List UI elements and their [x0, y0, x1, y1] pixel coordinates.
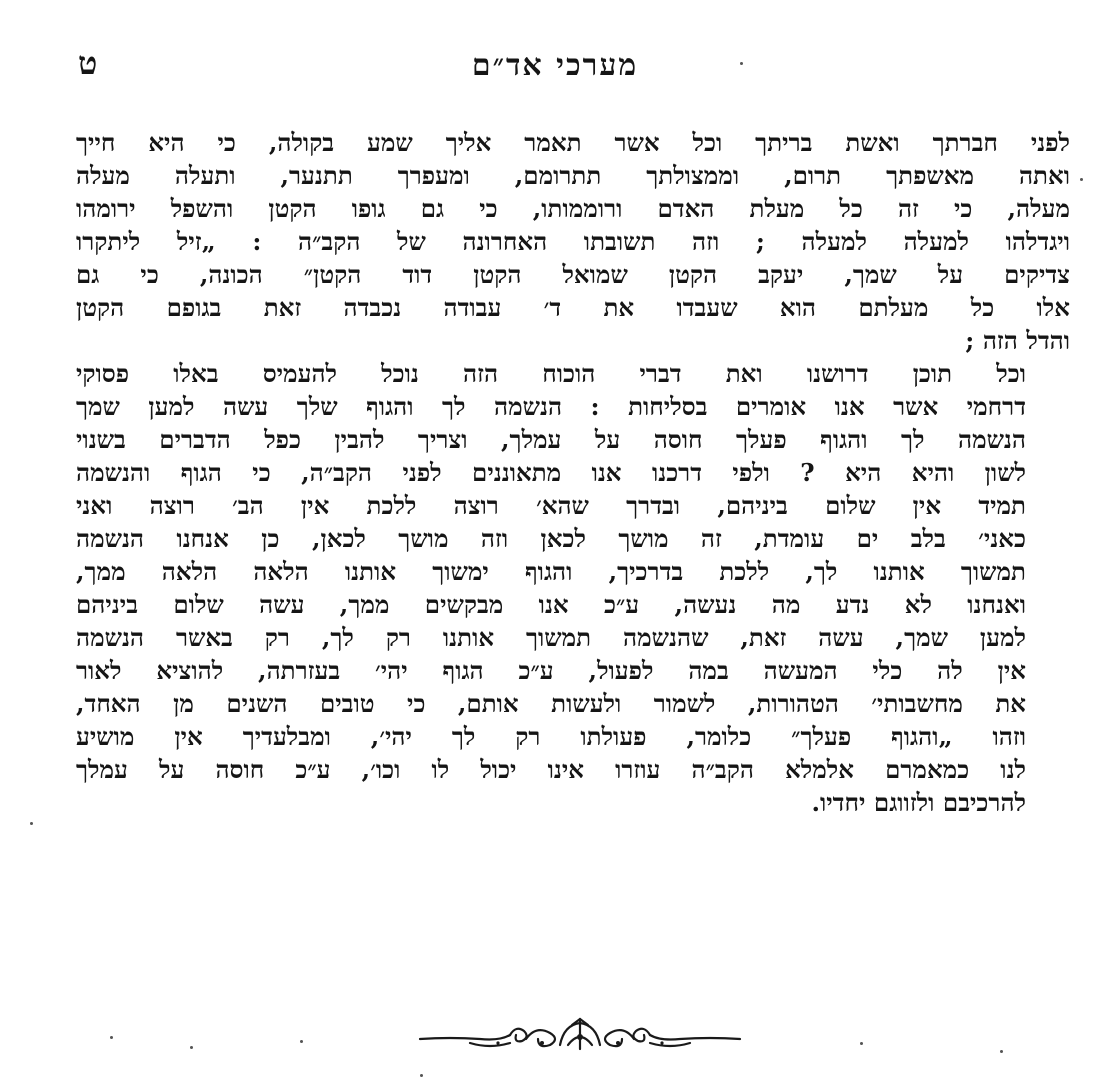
text-line: למען שמך, עשה זאת, שהנשמה תמשוך אותנו רק לך, רק באשר הנשמה — [76, 623, 1026, 652]
running-header — [36, 40, 1074, 90]
print-speck — [420, 1074, 423, 1077]
print-speck — [1000, 1050, 1003, 1053]
text-line: ויגדלהו למעלה למעלה ; וזה תשובתו האחרונה של הקב״ה : „זיל ליתקרו — [76, 227, 1070, 256]
print-speck — [110, 1036, 113, 1039]
print-speck — [190, 1046, 193, 1049]
text-line: וכל תוכן דרושנו ואת דברי הוכוח הזה נוכל להעמיס באלו פסוקי — [76, 359, 1026, 388]
text-line: והדל הזה ; — [965, 326, 1070, 355]
text-line: ואתה מאשפתך תרום, וממצולתך תתרומם, ומעפרך תתנער, ותעלה מעלה — [76, 161, 1070, 190]
text-line: אלו כל מעלתם הוא שעבדו את ד׳ עבודה נכבדה זאת בגופם הקטן — [76, 293, 1070, 322]
page-number: ט — [78, 44, 98, 82]
text-line: כאני׳ בלב ים עומדת, זה מושך לכאן וזה מושך לכאן, כן אנחנו הנשמה — [76, 524, 1026, 553]
text-line: ואנחנו לא נדע מה נעשה, ע״כ אנו מבקשים ממך, עשה שלום ביניהם — [76, 590, 1026, 619]
paragraph-1 — [76, 126, 1070, 357]
running-title: מערכי אד״ם — [471, 47, 639, 83]
text-line: תמשוך אותנו לך, ללכת בדרכיך, והגוף ימשוך אותנו הלאה הלאה ממך, — [76, 557, 1026, 586]
text-line: תמיד אין שלום ביניהם, ובדרך שהא׳ רוצה ללכת אין הב׳ רוצה ואני — [76, 491, 1026, 520]
paragraph-2 — [76, 357, 1070, 819]
text-line: מעלה, כי זה כל מעלת האדם ורוממותו, כי גם גופו הקטן והשפל ירומהו — [76, 194, 1070, 223]
print-speck — [30, 822, 33, 825]
print-speck — [1080, 178, 1083, 181]
text-line: הנשמה לך והגוף פעלך חוסה על עמלך, וצריך להבין כפל הדברים בשנוי — [76, 425, 1026, 454]
text-line: לשון והיא היא ? ולפי דרכנו אנו מתאוננים לפני הקב״ה, כי הגוף והנשמה — [76, 458, 1026, 487]
text-line: דרחמי אשר אנו אומרים בסליחות : הנשמה לך והגוף שלך עשה למען שמך — [76, 392, 1026, 421]
decorative-flourish-icon — [410, 1015, 750, 1055]
body-text — [76, 126, 1070, 819]
text-line: להרכיבם ולזווגם יחדיו. — [811, 788, 1026, 817]
text-line: לנו כמאמרם אלמלא הקב״ה עוזרו אינו יכול לו וכו׳, ע״כ חוסה על עמלך — [76, 755, 1026, 784]
print-speck — [740, 62, 743, 65]
text-line: צדיקים על שמך, יעקב הקטן שמואל הקטן דוד הקטן״ הכונה, כי גם — [76, 260, 1070, 289]
text-line: אין לה כלי המעשה במה לפעול, ע״כ הגוף יהי׳ בעזרתה, להוציא לאור — [76, 656, 1026, 685]
text-line: לפני חברתך ואשת בריתך וכל אשר תאמר אליך שמע בקולה, כי היא חייך — [76, 128, 1070, 157]
print-speck — [860, 1042, 863, 1045]
text-line: את מחשבותי׳ הטהורות, לשמור ולעשות אותם, כי טובים השנים מן האחד, — [76, 689, 1026, 718]
print-speck — [300, 1040, 303, 1043]
text-line: וזהו „והגוף פעלך״ כלומר, פעולתו רק לך יהי׳, ומבלעדיך אין מושיע — [76, 722, 1026, 751]
